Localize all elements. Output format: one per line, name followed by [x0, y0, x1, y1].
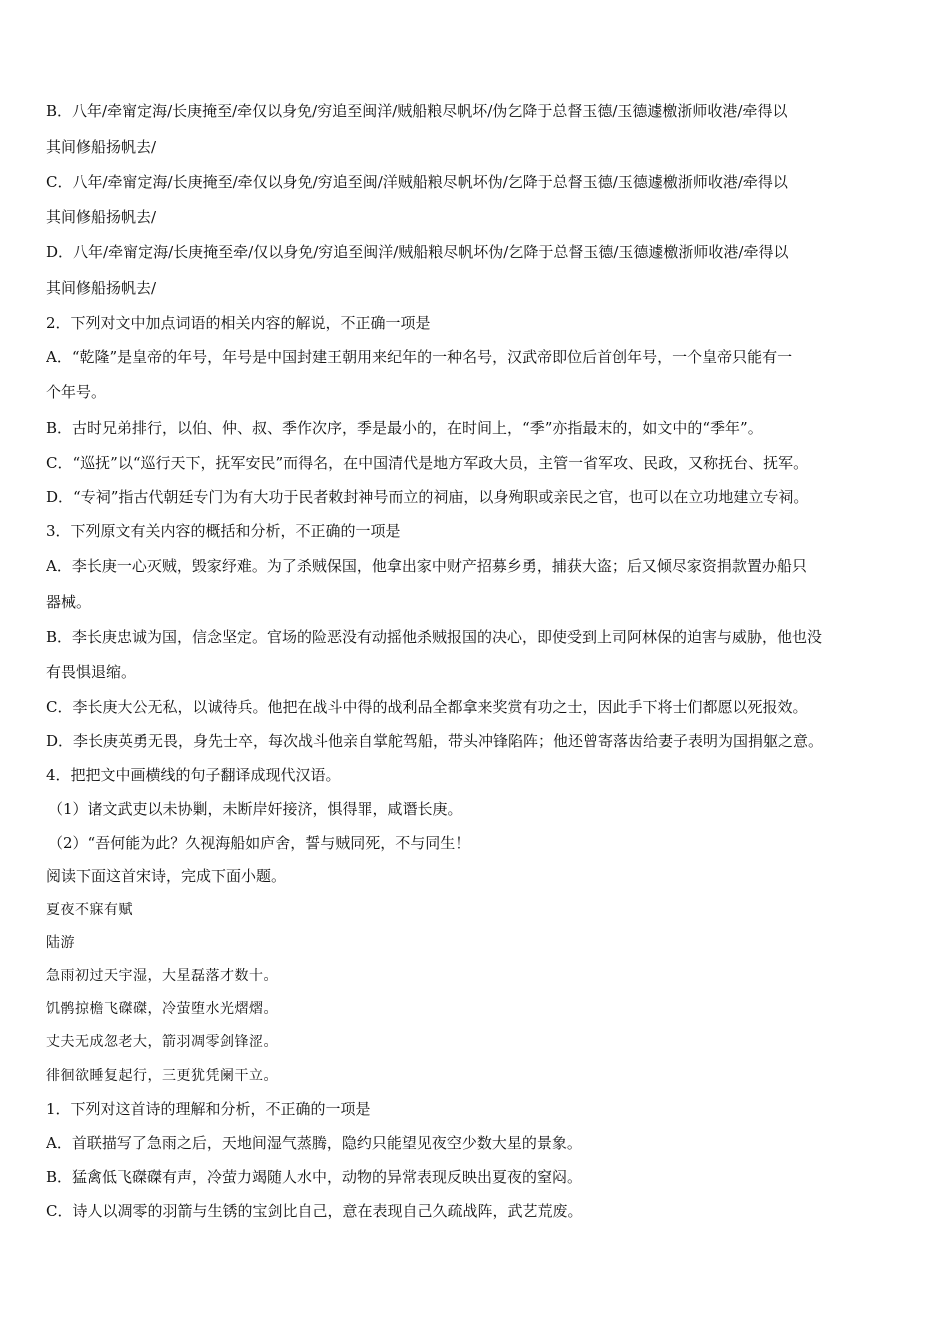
poem-title: 夏夜不寐有赋: [46, 902, 133, 918]
poem-author: 陆游: [46, 935, 75, 951]
poem-reading-instruction: 阅读下面这首宋诗，完成下面小题。: [46, 867, 287, 885]
poem-line-1: 急雨初过天宇湿，大星磊落才数十。: [46, 968, 278, 984]
poem-line-3: 丈夫无成忽老大，箭羽凋零剑锋涩。: [46, 1034, 278, 1050]
poem-line-2: 饥鹘掠檐飞磔磔，冷萤堕水光熠熠。: [46, 1001, 278, 1017]
option-c-line-1: C．八年/牵甯定海/长庚掩至/牵仅以身免/穷追至闽/洋贼船粮尽帆坏伪/乞降于总督玉德/玉德遽檄浙师收港/牵得以: [46, 173, 788, 191]
q3-option-b-line-2: 有畏惧退缩。: [46, 663, 137, 681]
question-4-stem: 4．把把文中画横线的句子翻译成现代汉语。: [46, 766, 341, 784]
q3-option-c: C．李长庚大公无私，以诚待兵。他把在战斗中得的战利品全都拿来奖赏有功之士，因此手下将士们都愿以死报效。: [46, 698, 808, 716]
q4-item-1: （1）诸文武吏以未协剿，未断岸奸接济，惧得罪，咸谮长庚。: [48, 800, 463, 818]
option-d-line-2: 其间修船扬帆去/: [46, 279, 157, 297]
q2-option-a-line-2: 个年号。: [46, 383, 107, 401]
q3-option-a-line-1: A．李长庚一心灭贼，毁家纾难。为了杀贼保国，他拿出家中财产招募乡勇，捕获大盗；后又倾尽家资捐款置办船只: [46, 557, 807, 575]
option-b-line-2: 其间修船扬帆去/: [46, 138, 157, 156]
q3-option-a-line-2: 器械。: [46, 593, 92, 611]
poem-question-1-stem: 1．下列对这首诗的理解和分析，不正确的一项是: [46, 1100, 371, 1118]
q4-item-2: （2）“吾何能为此？久视海船如庐舍，誓与贼同死，不与同生！: [48, 834, 471, 852]
poem-line-4: 徘徊欲睡复起行，三更犹凭阑干立。: [46, 1068, 278, 1084]
q2-option-b: B．古时兄弟排行，以伯、仲、叔、季作次序，季是最小的，在时间上，“季”亦指最末的，如文中的“季年”。: [46, 419, 763, 437]
q3-option-b-line-1: B．李长庚忠诚为国，信念坚定。官场的险恶没有动摇他杀贼报国的决心，即使受到上司阿林保的迫害与威胁，他也没: [46, 628, 823, 646]
poem-q1-option-a: A．首联描写了急雨之后，天地间湿气蒸腾，隐约只能望见夜空少数大星的景象。: [46, 1134, 582, 1152]
q3-option-d: D．李长庚英勇无畏，身先士卒，每次战斗他亲自掌舵驾船，带头冲锋陷阵；他还曾寄落齿给妻子表明为国捐躯之意。: [46, 732, 824, 750]
q2-option-a-line-1: A．“乾隆”是皇帝的年号，年号是中国封建王朝用来纪年的一种名号，汉武帝即位后首创年号，一个皇帝只能有一: [46, 348, 793, 366]
q2-option-c: C．“巡抚”以“巡行天下，抚军安民”而得名，在中国清代是地方军政大员，主管一省军攻、民政，又称抚台、抚军。: [46, 454, 809, 472]
option-d-line-1: D．八年/牵甯定海/长庚掩至牵/仅以身免/穷追至闽洋/贼船粮尽帆坏伪/乞降于总督玉德/玉德遽檄浙师收港/牵得以: [46, 243, 789, 261]
poem-q1-option-b: B．猛禽低飞磔磔有声，冷萤力竭随人水中，动物的异常表现反映出夏夜的窒闷。: [46, 1168, 583, 1186]
poem-q1-option-c: C．诗人以凋零的羽箭与生锈的宝剑比自己，意在表现自己久疏战阵，武艺荒废。: [46, 1202, 583, 1220]
question-2-stem: 2．下列对文中加点词语的相关内容的解说，不正确一项是: [46, 314, 431, 332]
option-b-line-1: B．八年/牵甯定海/长庚掩至/牵仅以身免/穷追至闽洋/贼船粮尽帆坏/伪乞降于总督玉德/玉德遽檄浙师收港/牵得以: [46, 102, 788, 120]
option-c-line-2: 其间修船扬帆去/: [46, 208, 157, 226]
q2-option-d: D．“专祠”指古代朝廷专门为有大功于民者敕封神号而立的祠庙，以身殉职或亲民之官，也可以在立功地建立专祠。: [46, 488, 809, 506]
question-3-stem: 3．下列原文有关内容的概括和分析，不正确的一项是: [46, 522, 401, 540]
